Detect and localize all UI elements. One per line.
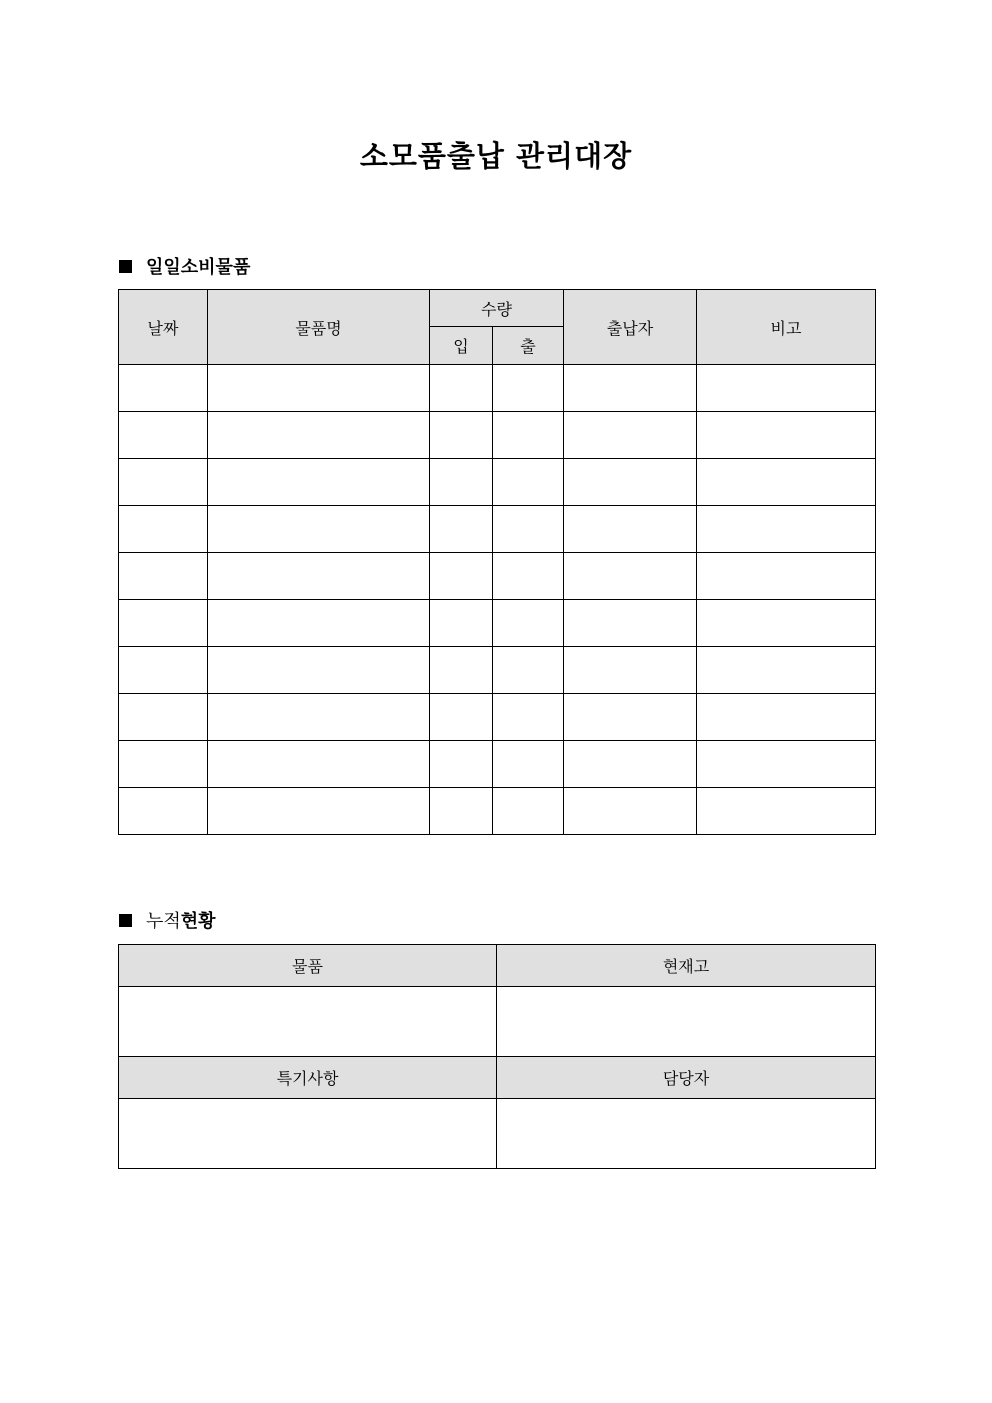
table-row (119, 788, 876, 835)
summary-section-heading (119, 907, 216, 933)
quantity-out-cell[interactable] (493, 459, 564, 506)
item-name-cell[interactable] (208, 600, 430, 647)
note-cell[interactable] (697, 741, 876, 788)
daily-section-heading (119, 253, 250, 279)
note-cell[interactable] (697, 412, 876, 459)
header-remarks: 특기사항 (119, 1057, 497, 1099)
item-name-cell[interactable] (208, 506, 430, 553)
table-row (119, 647, 876, 694)
header-quantity-out: 출 (493, 327, 564, 365)
date-cell[interactable] (119, 600, 208, 647)
remarks-value-cell[interactable] (119, 1099, 497, 1169)
note-cell[interactable] (697, 788, 876, 835)
header-date: 날짜 (119, 290, 208, 365)
handler-cell[interactable] (564, 600, 697, 647)
cumulative-status-table (118, 944, 876, 1169)
header-manager: 담당자 (497, 1057, 876, 1099)
quantity-out-cell[interactable] (493, 553, 564, 600)
item-name-cell[interactable] (208, 412, 430, 459)
date-cell[interactable] (119, 459, 208, 506)
daily-section-label: 일일소비물품 (146, 257, 251, 278)
table-row (119, 600, 876, 647)
manager-value-cell[interactable] (497, 1099, 876, 1169)
item-name-cell[interactable] (208, 788, 430, 835)
handler-cell[interactable] (564, 412, 697, 459)
quantity-in-cell[interactable] (430, 647, 493, 694)
quantity-in-cell[interactable] (430, 741, 493, 788)
table-row (119, 694, 876, 741)
date-cell[interactable] (119, 553, 208, 600)
header-current-stock: 현재고 (497, 945, 876, 987)
header-handler: 출납자 (564, 290, 697, 365)
quantity-in-cell[interactable] (430, 694, 493, 741)
quantity-out-cell[interactable] (493, 694, 564, 741)
handler-cell[interactable] (564, 694, 697, 741)
quantity-in-cell[interactable] (430, 600, 493, 647)
note-cell[interactable] (697, 506, 876, 553)
item-name-cell[interactable] (208, 647, 430, 694)
header-item: 물품 (119, 945, 497, 987)
square-bullet-icon (119, 260, 132, 273)
item-name-cell[interactable] (208, 365, 430, 412)
item-value-cell[interactable] (119, 987, 497, 1057)
date-cell[interactable] (119, 788, 208, 835)
date-cell[interactable] (119, 694, 208, 741)
quantity-in-cell[interactable] (430, 788, 493, 835)
quantity-out-cell[interactable] (493, 741, 564, 788)
handler-cell[interactable] (564, 553, 697, 600)
table-row (119, 459, 876, 506)
header-item-name: 물품명 (208, 290, 430, 365)
handler-cell[interactable] (564, 365, 697, 412)
note-cell[interactable] (697, 459, 876, 506)
quantity-in-cell[interactable] (430, 459, 493, 506)
summary-heading-normal: 누적 (146, 911, 181, 932)
handler-cell[interactable] (564, 647, 697, 694)
item-name-cell[interactable] (208, 694, 430, 741)
summary-heading-bold: 현황 (180, 911, 216, 932)
item-name-cell[interactable] (208, 741, 430, 788)
quantity-out-cell[interactable] (493, 412, 564, 459)
quantity-in-cell[interactable] (430, 365, 493, 412)
quantity-in-cell[interactable] (430, 412, 493, 459)
header-note: 비고 (697, 290, 876, 365)
note-cell[interactable] (697, 694, 876, 741)
handler-cell[interactable] (564, 788, 697, 835)
table-row (119, 741, 876, 788)
date-cell[interactable] (119, 506, 208, 553)
item-name-cell[interactable] (208, 459, 430, 506)
item-name-cell[interactable] (208, 553, 430, 600)
handler-cell[interactable] (564, 506, 697, 553)
handler-cell[interactable] (564, 741, 697, 788)
square-bullet-icon (119, 914, 132, 927)
table-row (119, 412, 876, 459)
quantity-out-cell[interactable] (493, 506, 564, 553)
note-cell[interactable] (697, 553, 876, 600)
note-cell[interactable] (697, 600, 876, 647)
note-cell[interactable] (697, 365, 876, 412)
table-row (119, 553, 876, 600)
table-row (119, 506, 876, 553)
quantity-out-cell[interactable] (493, 647, 564, 694)
date-cell[interactable] (119, 741, 208, 788)
daily-consumables-table (118, 289, 876, 835)
document-title: 소모품출납 관리대장 (359, 139, 633, 173)
note-cell[interactable] (697, 647, 876, 694)
handler-cell[interactable] (564, 459, 697, 506)
header-quantity-in: 입 (430, 327, 493, 365)
date-cell[interactable] (119, 365, 208, 412)
current-stock-value-cell[interactable] (497, 987, 876, 1057)
table-row (119, 365, 876, 412)
quantity-in-cell[interactable] (430, 506, 493, 553)
date-cell[interactable] (119, 647, 208, 694)
quantity-out-cell[interactable] (493, 788, 564, 835)
quantity-out-cell[interactable] (493, 365, 564, 412)
quantity-out-cell[interactable] (493, 600, 564, 647)
date-cell[interactable] (119, 412, 208, 459)
quantity-in-cell[interactable] (430, 553, 493, 600)
header-quantity: 수량 (430, 290, 564, 327)
